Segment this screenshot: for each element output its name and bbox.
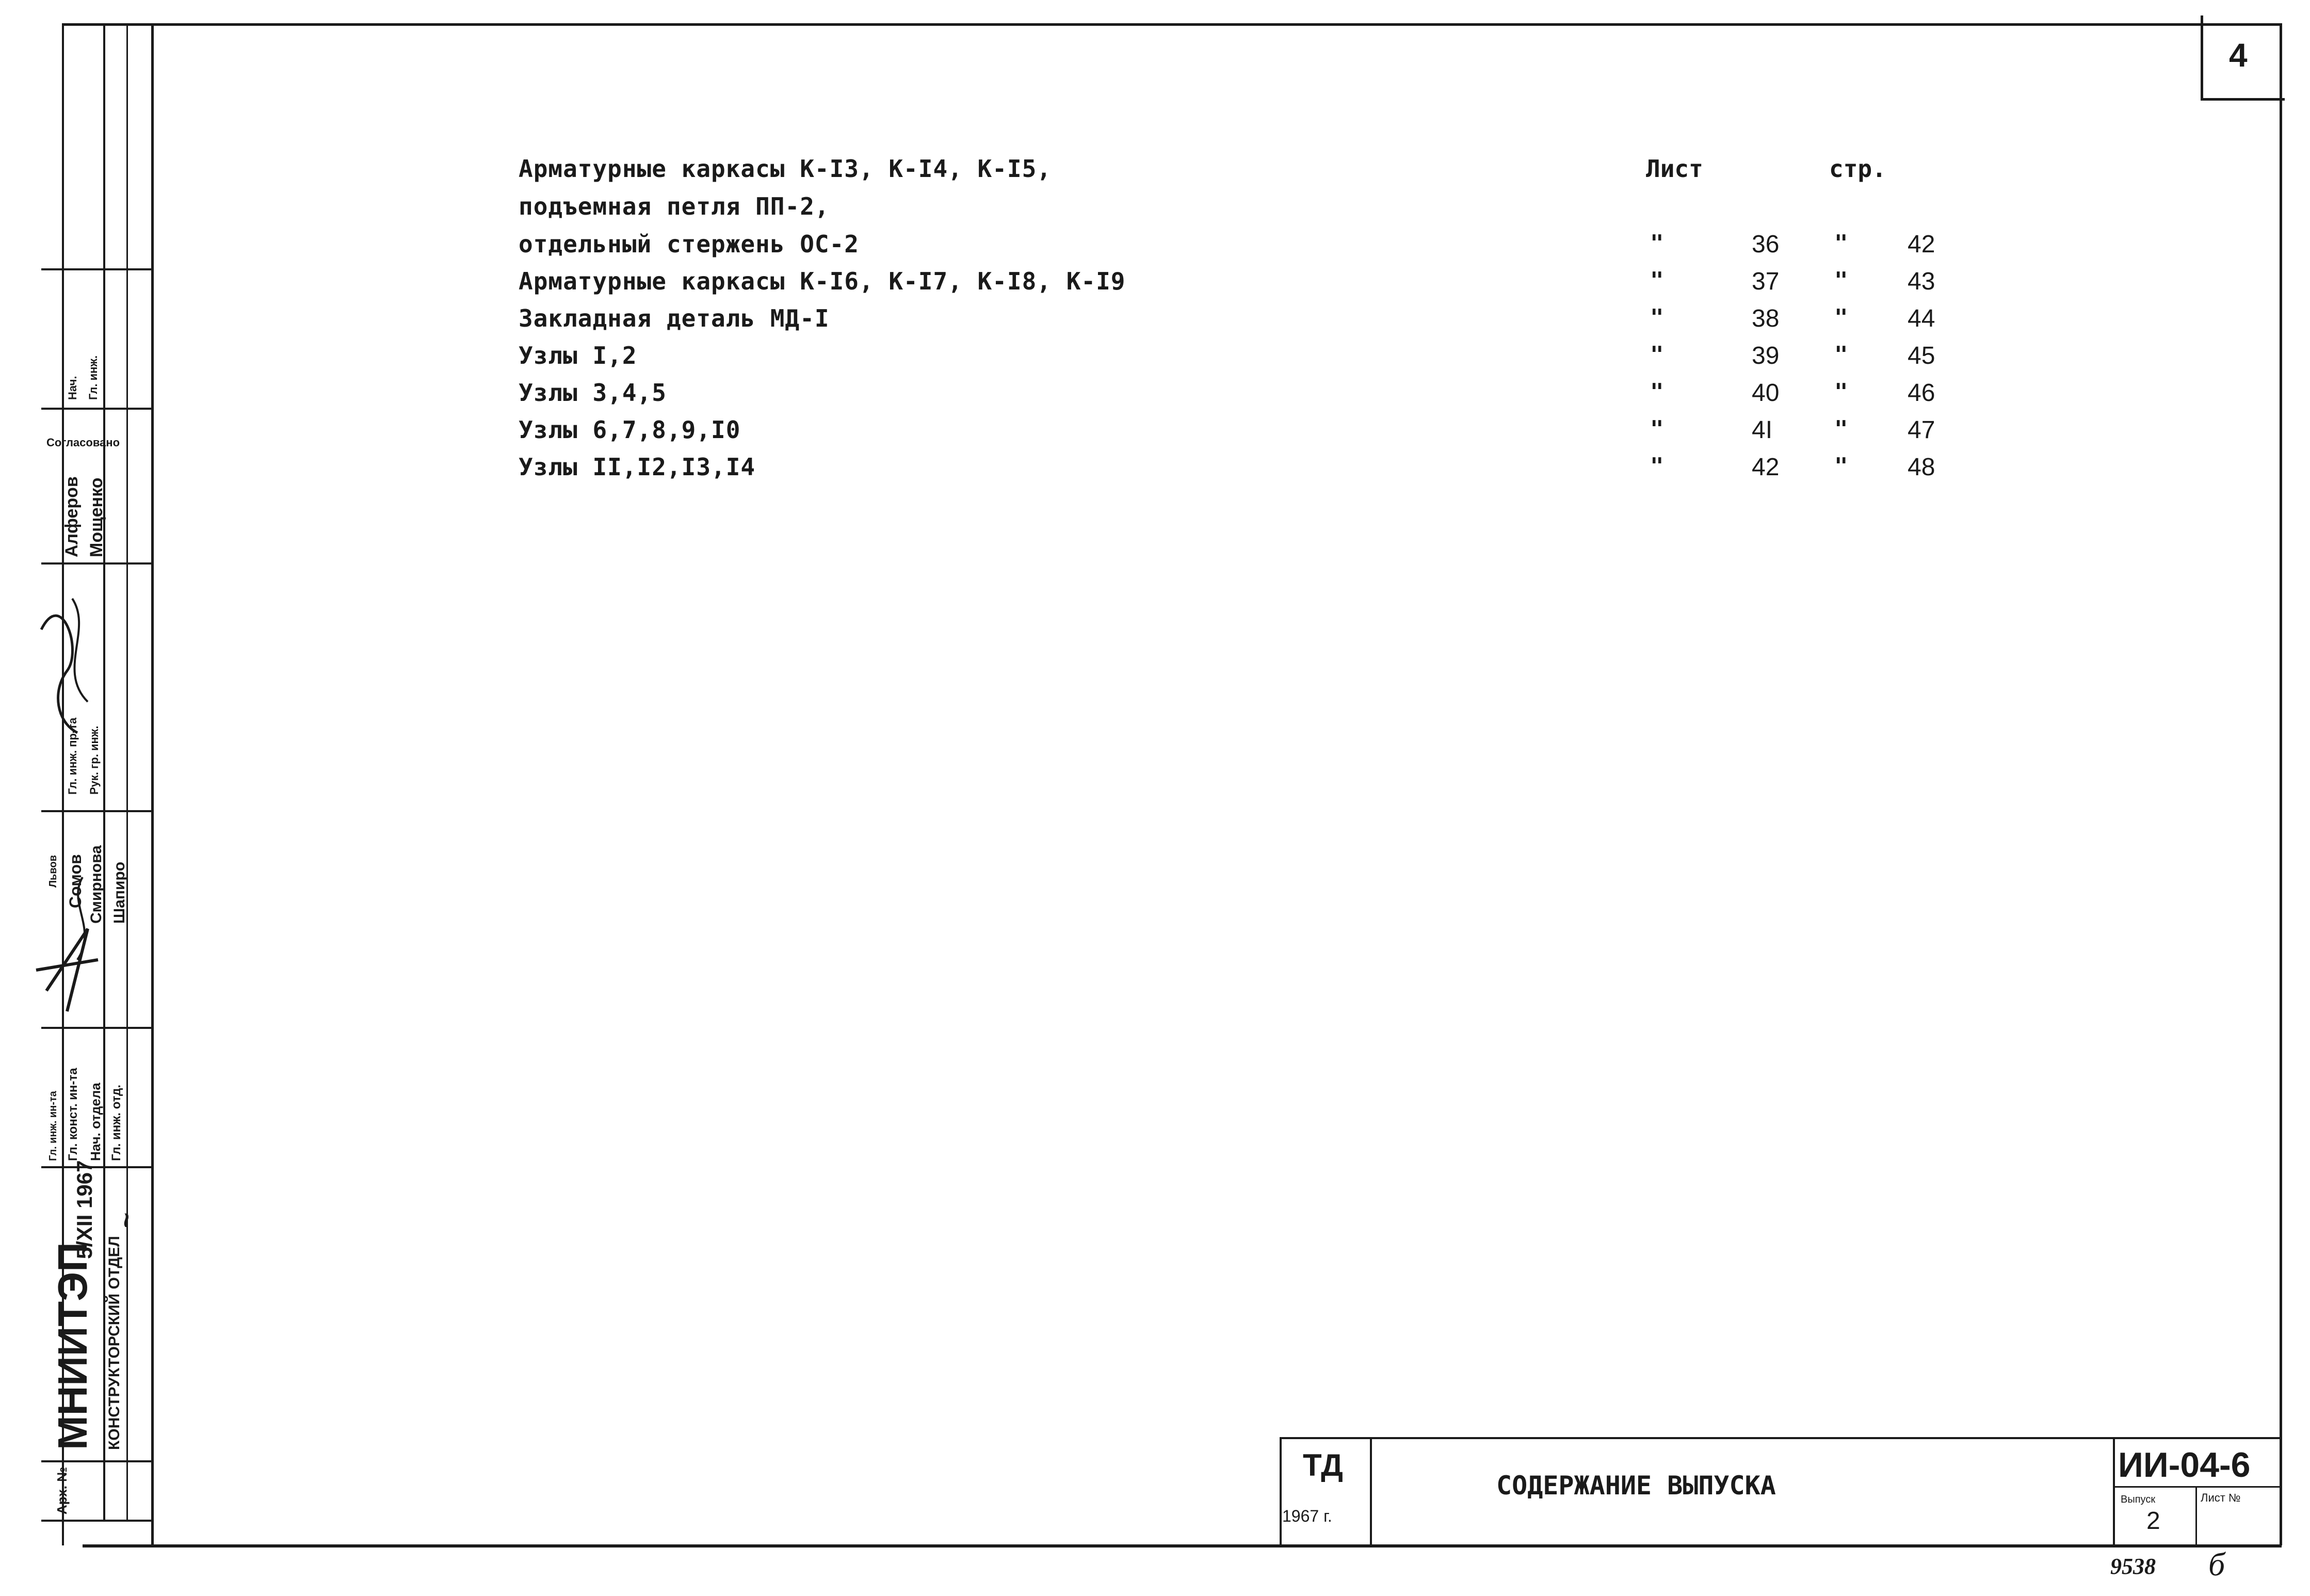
contents-entry-title: Арматурные каркасы К-I3, К-I4, К-I5, — [519, 155, 1052, 183]
ditto-mark: " — [1834, 416, 1848, 442]
stamp-line — [1280, 1437, 2281, 1439]
sidebar-date: 5/XII 1967 — [72, 1160, 96, 1259]
ditto-mark: " — [1650, 342, 1664, 368]
entry-page-number: 47 — [1908, 416, 1935, 444]
ditto-mark: " — [1650, 267, 1664, 294]
col-header-sheet: Лист — [1646, 155, 1703, 183]
sidebar-divider — [41, 1520, 152, 1522]
stamp-title: СОДЕРЖАНИЕ ВЫПУСКА — [1496, 1471, 1776, 1501]
contents-entry-title: Узлы 3,4,5 — [519, 379, 667, 407]
sidebar-divider — [41, 268, 152, 270]
ditto-mark: " — [1834, 453, 1848, 479]
sidebar-name: Сомов — [66, 854, 85, 908]
stamp-code: ИИ-04-6 — [2118, 1445, 2251, 1485]
sidebar-name: Алферов — [62, 476, 82, 557]
contents-entry-title: подъемная петля ПП-2, — [519, 192, 830, 220]
frame-bottom-line — [83, 1544, 2282, 1547]
sidebar-divider — [41, 562, 152, 565]
contents-entry-title: отдельный стержень ОС-2 — [519, 230, 859, 258]
entry-page-number: 44 — [1908, 305, 1935, 332]
entry-page-number: 42 — [1908, 231, 1935, 258]
stamp-sheet-label: Лист № — [2201, 1491, 2241, 1504]
ditto-mark: " — [1834, 267, 1848, 294]
ditto-mark: " — [1834, 304, 1848, 331]
ditto-mark: " — [1834, 379, 1848, 405]
signature-icon — [26, 568, 103, 1032]
contents-entry-title: Закладная деталь МД-I — [519, 304, 830, 332]
sidebar-name: Шапиро — [111, 861, 128, 924]
ditto-mark: " — [1650, 304, 1664, 331]
frame-right-line — [2280, 23, 2282, 1545]
entry-sheet-number: 37 — [1752, 268, 1780, 295]
entry-page-number: 45 — [1908, 342, 1935, 369]
sidebar-role: Гл. конст. ин-та — [66, 1068, 80, 1161]
stamp-line — [1280, 1437, 1282, 1545]
stamp-line — [2113, 1437, 2115, 1545]
entry-sheet-number: 39 — [1752, 342, 1780, 369]
entry-page-number: 43 — [1908, 268, 1935, 295]
sidebar-inv-label: Арх. № — [54, 1466, 70, 1514]
stamp-type: ТД — [1303, 1448, 1343, 1482]
ditto-mark: " — [1834, 230, 1848, 256]
stamp-issue-label: Выпуск — [2121, 1494, 2156, 1505]
ditto-mark: " — [1650, 230, 1664, 256]
frame-left-line — [151, 23, 154, 1545]
sidebar-role: Гл. инж. пр-та — [66, 717, 79, 795]
sidebar-role: Нач. — [66, 376, 79, 400]
sidebar-divider — [41, 408, 152, 410]
stamp-line — [2195, 1486, 2197, 1545]
entry-sheet-number: 4I — [1752, 416, 1773, 444]
entry-page-number: 46 — [1908, 379, 1935, 407]
ditto-mark: " — [1650, 416, 1664, 442]
entry-sheet-number: 38 — [1752, 305, 1780, 332]
entry-sheet-number: 40 — [1752, 379, 1780, 407]
entry-page-number: 48 — [1908, 454, 1935, 481]
sidebar-divider — [41, 1460, 152, 1462]
sidebar-role: Гл. инж. ин-та — [47, 1091, 59, 1161]
ditto-mark: " — [1650, 453, 1664, 479]
sidebar-org: МНИИТЭП — [50, 1242, 95, 1450]
sidebar-role: Рук. гр. инж. — [88, 726, 101, 795]
sidebar-role: Нач. отдела — [88, 1083, 103, 1161]
entry-sheet-number: 36 — [1752, 231, 1780, 258]
contents-entry-title: Узлы 6,7,8,9,I0 — [519, 416, 741, 444]
frame-top-line — [62, 23, 2281, 26]
sidebar-role: Гл. инж. — [87, 355, 100, 400]
archive-mark: б — [2208, 1546, 2225, 1583]
sidebar-name: Мощенко — [87, 477, 106, 557]
contents-entry-title: Арматурные каркасы К-I6, К-I7, К-I8, К-I9 — [519, 267, 1126, 295]
stamp-line — [1370, 1437, 1372, 1545]
sidebar-line — [103, 23, 105, 1520]
sidebar-name: Смирнова — [88, 845, 105, 924]
col-header-page: стр. — [1829, 155, 1886, 183]
stamp-year: 1967 г. — [1282, 1507, 1332, 1525]
sidebar-agreed-label: Согласовано — [46, 436, 120, 449]
entry-sheet-number: 42 — [1752, 454, 1780, 481]
contents-entry-title: Узлы II,I2,I3,I4 — [519, 453, 756, 481]
ditto-mark: " — [1834, 342, 1848, 368]
sidebar-tilde: ~ — [111, 1212, 141, 1228]
stamp-issue: 2 — [2146, 1507, 2160, 1535]
sidebar-line — [126, 23, 128, 1520]
ditto-mark: " — [1650, 379, 1664, 405]
sidebar-dept: КОНСТРУКТОРСКИЙ ОТДЕЛ — [106, 1236, 123, 1450]
sidebar-role: Гл. инж. отд. — [109, 1085, 123, 1161]
contents-entry-title: Узлы I,2 — [519, 342, 637, 369]
sidebar-name: Львов — [47, 855, 59, 888]
page-number: 4 — [2229, 37, 2248, 74]
archive-number: 9538 — [2110, 1554, 2156, 1579]
